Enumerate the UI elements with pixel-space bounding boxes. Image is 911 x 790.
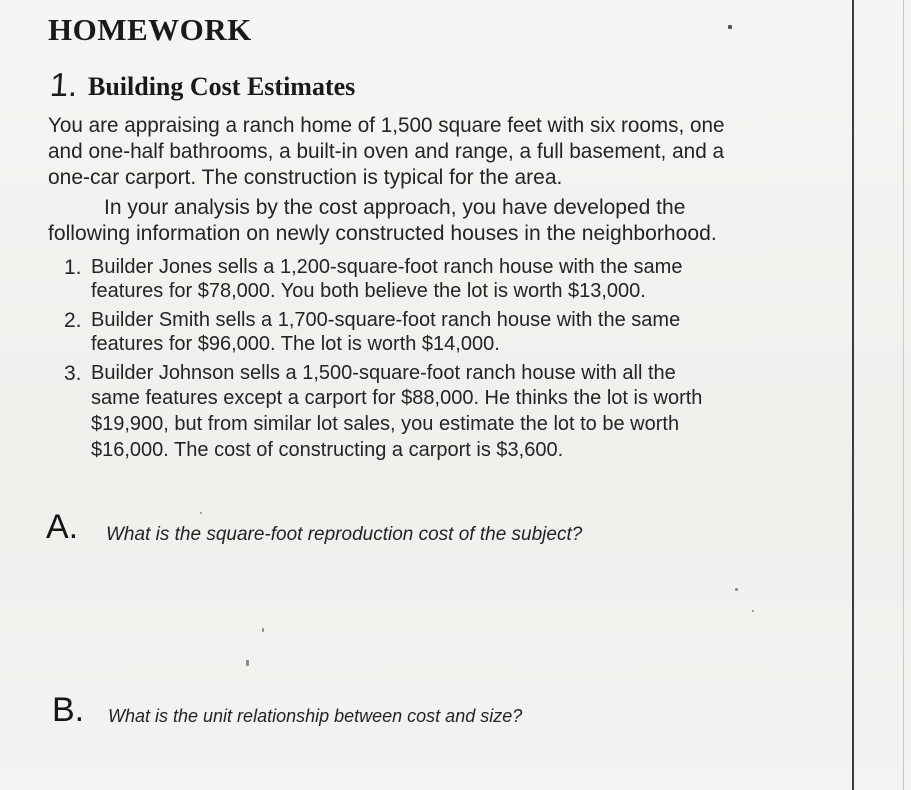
list-item-line: Builder Smith sells a 1,700-square-foot ranch house with the same <box>91 309 681 331</box>
list-item-line: features for $96,000. The lot is worth $14,000. <box>91 333 500 355</box>
intro-line: You are appraising a ranch home of 1,500 square feet with six rooms, one <box>48 114 725 137</box>
analysis-line: In your analysis by the cost approach, you have developed the <box>104 196 686 219</box>
list-item-line: Builder Johnson sells a 1,500-square-foot ranch house with all the <box>91 362 676 384</box>
question-text-b: What is the unit relationship between cost and size? <box>108 706 523 726</box>
page-title: HOMEWORK <box>48 12 252 47</box>
intro-line: and one-half bathrooms, a built-in oven and range, a full basement, and a <box>48 140 725 163</box>
scan-speck <box>246 660 249 666</box>
list-item-line: same features except a carport for $88,000. He thinks the lot is worth <box>91 387 703 409</box>
scan-speck <box>200 512 202 514</box>
question-letter-a: A. <box>46 508 79 546</box>
section-number: 1. <box>48 66 79 103</box>
page-edge-shadow <box>903 0 904 790</box>
list-item-line: $19,900, but from similar lot sales, you estimate the lot to be worth <box>91 413 680 435</box>
list-item-number: 3. <box>64 362 82 385</box>
list-item-number: 2. <box>64 309 82 332</box>
intro-line: one-car carport. The construction is typical for the area. <box>48 166 563 189</box>
analysis-line: following information on newly constructed houses in the neighborhood. <box>48 222 717 245</box>
list-item-line: $16,000. The cost of constructing a carport is $3,600. <box>91 439 564 461</box>
question-letter-b: B. <box>52 691 85 729</box>
scan-speck <box>735 588 738 591</box>
section-title: Building Cost Estimates <box>88 72 356 101</box>
scan-speck <box>752 610 754 612</box>
list-item-line: features for $78,000. You both believe the lot is worth $13,000. <box>91 280 646 302</box>
page-edge-rule <box>852 0 854 790</box>
question-text-a: What is the square-foot reproduction cost of the subject? <box>106 524 583 545</box>
stray-mark <box>728 25 732 29</box>
scan-speck <box>262 628 264 632</box>
list-item-number: 1. <box>64 256 82 279</box>
list-item-line: Builder Jones sells a 1,200-square-foot ranch house with the same <box>91 256 683 278</box>
